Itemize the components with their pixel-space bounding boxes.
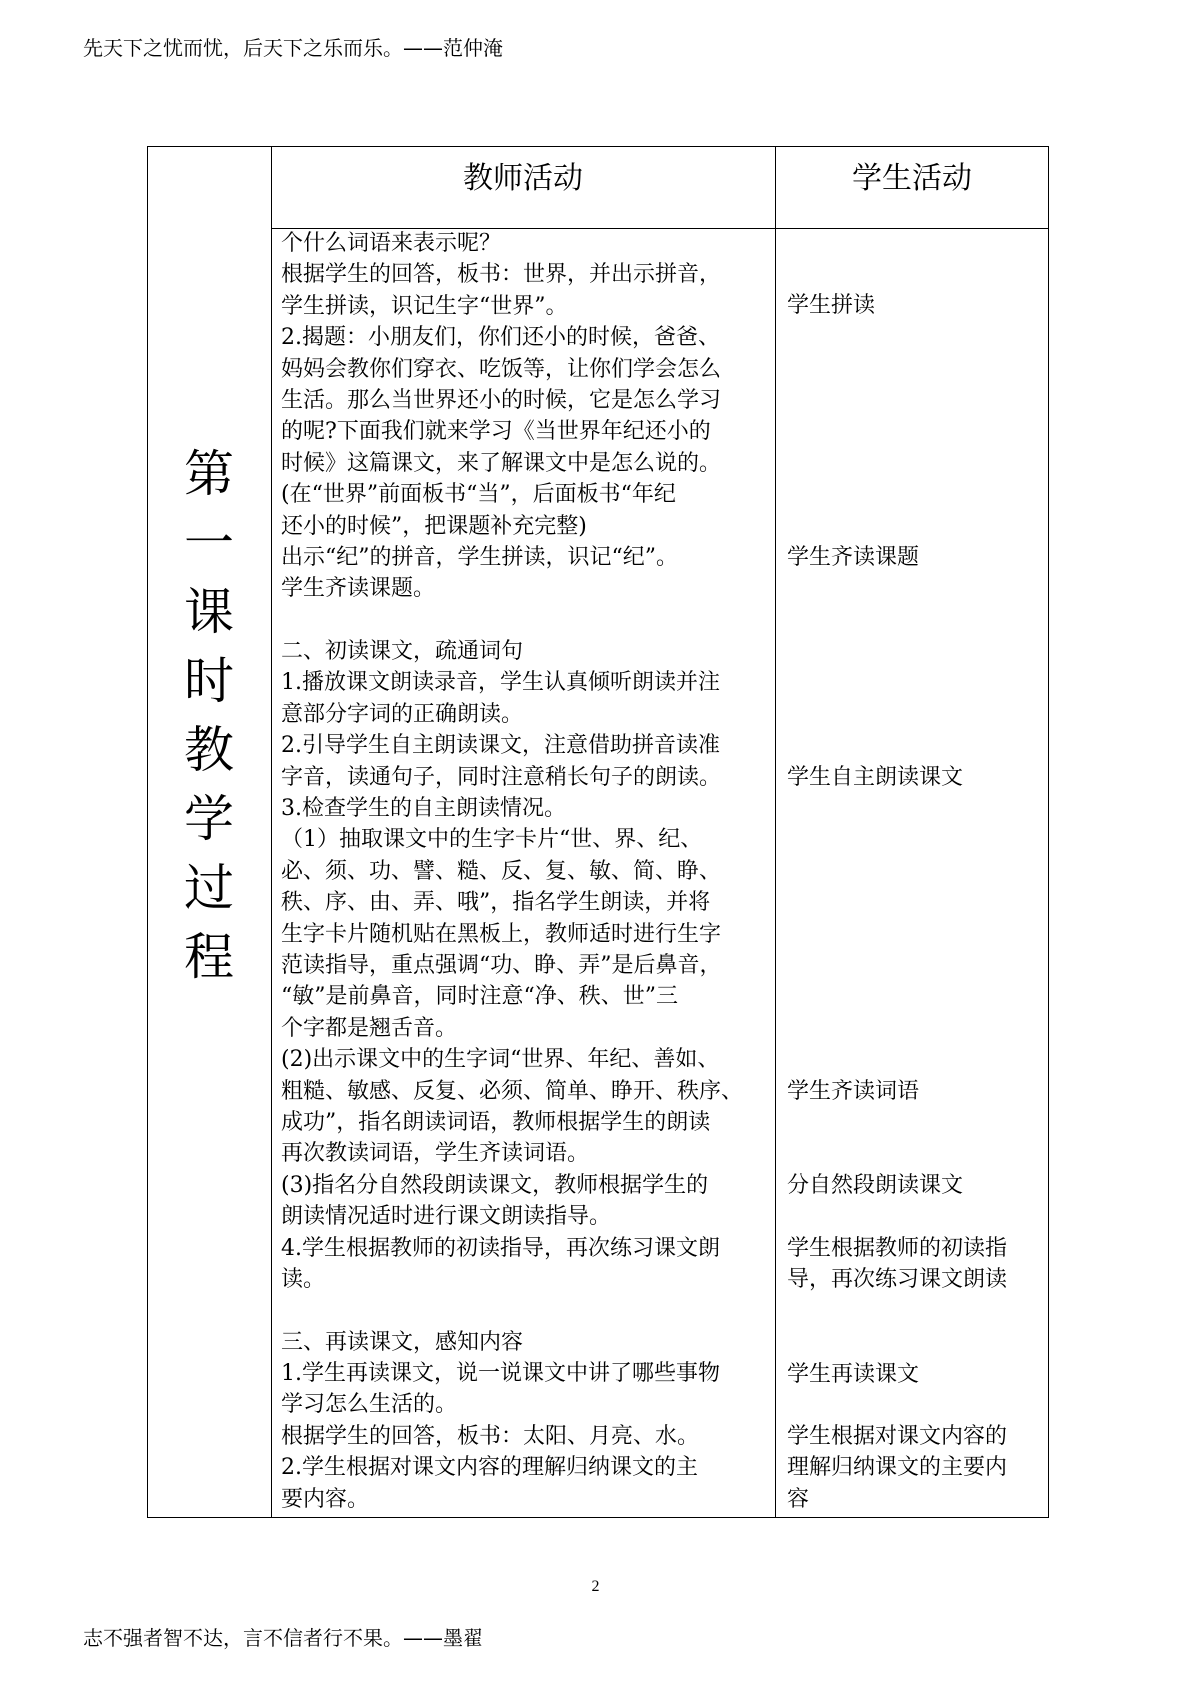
teacher-line: 学生拼读，识记生字“世界”。	[281, 293, 568, 319]
student-activity-entry	[787, 290, 1042, 321]
teacher-activity-cell	[281, 228, 771, 1515]
teacher-line: 再次教读词语，学生齐读词语。	[281, 1141, 590, 1167]
student-activity-entry	[787, 762, 1042, 793]
teacher-line: 字音，读通句子，同时注意稍长句子的朗读。	[281, 764, 722, 790]
teacher-line: 个字都是翘舌音。	[281, 1015, 458, 1041]
student-line: 学生根据教师的初读指	[787, 1236, 1008, 1261]
teacher-line: 学习怎么生活的。	[281, 1392, 458, 1418]
teacher-line: (2)出示课文中的生字词“世界、年纪、善如、	[281, 1047, 720, 1073]
teacher-line: （1）抽取课文中的生字卡片“世、界、纪、	[281, 827, 703, 853]
teacher-activity-header: 教师活动	[463, 161, 583, 196]
student-line: 学生自主朗读课文	[787, 765, 964, 790]
section-label-char: 课	[184, 583, 234, 641]
student-line: 学生根据对课文内容的	[787, 1424, 1008, 1449]
section-label-char: 学	[184, 790, 234, 848]
teacher-line: 2.学生根据对课文内容的理解归纳课文的主	[281, 1455, 698, 1481]
student-activity-entry	[787, 1170, 1042, 1201]
section-label-char: 第	[184, 445, 234, 503]
student-activity-entry	[787, 1076, 1042, 1107]
teacher-line: (3)指名分自然段朗读课文，教师根据学生的	[281, 1172, 709, 1198]
teacher-line: 3.检查学生的自主朗读情况。	[281, 796, 566, 822]
table-divider-left	[271, 146, 272, 1518]
teacher-line: 出示“纪”的拼音，学生拼读，识记“纪”。	[281, 544, 678, 570]
teacher-line: 粗糙、敏感、反复、必须、简单、睁开、秩序、	[281, 1078, 744, 1104]
teacher-line: 生字卡片随机贴在黑板上，教师适时进行生字	[281, 921, 722, 947]
teacher-line: 妈妈会教你们穿衣、吃饭等，让你们学会怎么	[281, 356, 722, 382]
teacher-line: 1.播放课文朗读录音，学生认真倾听朗读并注	[281, 670, 720, 696]
teacher-line: 根据学生的回答，板书：太阳、月亮、水。	[281, 1423, 700, 1449]
teacher-line: 朗读情况适时进行课文朗读指导。	[281, 1204, 612, 1230]
section-label-char: 程	[184, 928, 234, 986]
student-line: 分自然段朗读课文	[787, 1173, 964, 1198]
teacher-line	[281, 605, 771, 636]
teacher-line: 读。	[281, 1266, 326, 1292]
student-line: 学生再读课文	[787, 1362, 920, 1387]
student-line: 导，再次练习课文朗读	[787, 1267, 1008, 1293]
student-activity-header: 学生活动	[852, 161, 972, 196]
teacher-line: 根据学生的回答，板书：世界，并出示拼音，	[281, 262, 722, 288]
section-label	[147, 440, 271, 992]
teacher-line: 必、须、功、譬、糙、反、复、敏、简、睁、	[281, 858, 722, 884]
teacher-line: 还小的时候”，把课题补充完整)	[281, 513, 587, 539]
teacher-line: 2.引导学生自主朗读课文，注意借助拼音读准	[281, 733, 720, 759]
student-activity-entry	[787, 1359, 1042, 1390]
student-line: 理解归纳课文的主要内	[787, 1455, 1008, 1481]
student-line: 容	[787, 1486, 810, 1512]
student-line: 学生齐读词语	[787, 1079, 920, 1104]
teacher-line	[281, 1295, 771, 1326]
header-quote: 先天下之忧而忧，后天下之乐而乐。——范仲淹	[83, 36, 503, 60]
section-label-char: 一	[184, 514, 234, 572]
teacher-line: 范读指导，重点强调“功、睁、弄”是后鼻音，	[281, 952, 722, 978]
section-label-char: 时	[184, 652, 234, 710]
teacher-line: 4.学生根据教师的初读指导，再次练习课文朗	[281, 1235, 720, 1261]
teacher-line: 成功”，指名朗读词语，教师根据学生的朗读	[281, 1109, 711, 1135]
teacher-line: 意部分字词的正确朗读。	[281, 701, 524, 727]
teacher-line: “敏”是前鼻音，同时注意“净、秩、世”三	[281, 984, 678, 1010]
teacher-line: 学生齐读课题。	[281, 576, 436, 602]
student-activity-entry	[787, 542, 1042, 573]
teacher-line: 秩、序、由、弄、哦”，指名学生朗读，并将	[281, 890, 711, 916]
page-number: 2	[591, 1578, 600, 1595]
teacher-line: 1.学生再读课文，说一说课文中讲了哪些事物	[281, 1361, 720, 1387]
student-line: 学生拼读	[787, 293, 876, 318]
student-activity-entry	[787, 1233, 1042, 1296]
section-label-char: 过	[184, 859, 234, 917]
section-label-char: 教	[184, 721, 234, 779]
teacher-line: 2.揭题：小朋友们，你们还小的时候，爸爸、	[281, 325, 720, 351]
teacher-line: 时候》这篇课文，来了解课文中是怎么说的。	[281, 450, 722, 476]
student-line: 学生齐读课题	[787, 545, 920, 570]
footer-quote: 志不强者智不达，言不信者行不果。——墨翟	[83, 1626, 483, 1650]
teacher-line: 个什么词语来表示呢？	[281, 231, 502, 256]
teacher-line: 三、再读课文，感知内容	[281, 1329, 524, 1355]
teacher-line: 的呢?下面我们就来学习《当世界年纪还小的	[281, 419, 711, 445]
teacher-line: (在“世界”前面板书“当”，后面板书“年纪	[281, 482, 676, 508]
teacher-line: 生活。那么当世界还小的时候，它是怎么学习	[281, 387, 722, 413]
student-activity-entry	[787, 1421, 1042, 1515]
table-divider-right	[775, 146, 776, 1518]
teacher-line: 要内容。	[281, 1486, 370, 1512]
teacher-line: 二、初读课文，疏通词句	[281, 639, 524, 665]
